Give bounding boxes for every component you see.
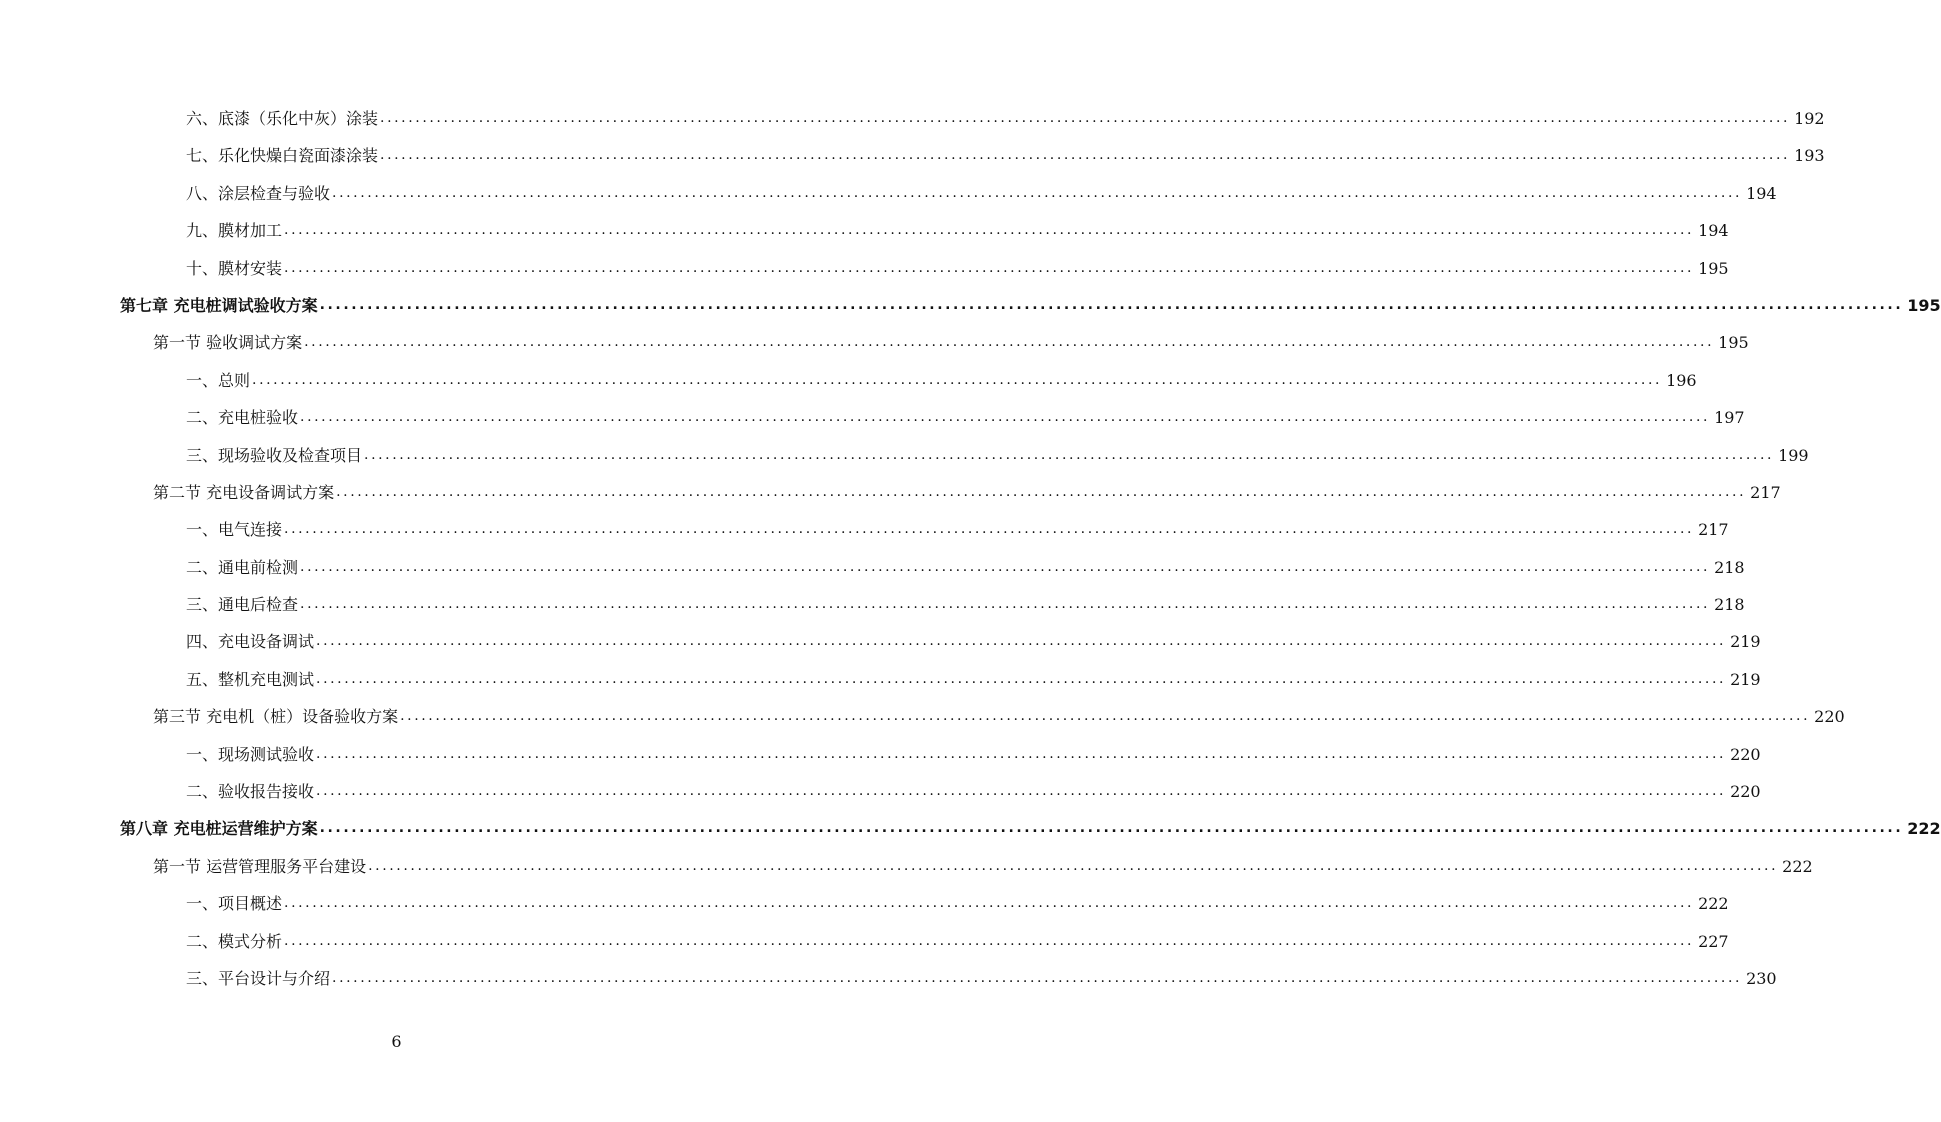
toc-entry-page: 195 — [1907, 295, 1941, 315]
toc-leader-dots: ........................................................................................................................................................................................................ — [284, 259, 1695, 276]
toc-leader-dots: ........................................................................................................................................................................................................ — [368, 857, 1779, 874]
toc-entry-page: 220 — [1730, 744, 1761, 764]
toc-entry-title: 一、项目概述 — [186, 885, 284, 922]
toc-leader-dots: ........................................................................................................................................................................................................ — [316, 745, 1727, 762]
toc-item-entry[interactable] — [0, 549, 1745, 586]
toc-item-entry[interactable] — [0, 399, 1745, 436]
page-number: 6 — [391, 1032, 402, 1051]
toc-entry-title: 二、验收报告接收 — [186, 773, 316, 810]
toc-leader-dots: ........................................................................................................................................................................................................ — [319, 296, 1904, 313]
toc-entry-page: 196 — [1666, 370, 1697, 390]
toc-leader-dots: ........................................................................................................................................................................................................ — [284, 895, 1695, 912]
toc-item-entry[interactable] — [0, 212, 1729, 249]
toc-entry-page: 219 — [1730, 669, 1761, 689]
toc-item-entry[interactable] — [0, 923, 1729, 960]
toc-leader-dots: ........................................................................................................................................................................................................ — [332, 969, 1743, 986]
toc-section-entry[interactable] — [0, 474, 1781, 511]
toc-entry-page: 222 — [1698, 894, 1729, 914]
toc-leader-dots: ........................................................................................................................................................................................................ — [380, 110, 1791, 126]
toc-entry-title: 二、通电前检测 — [186, 549, 300, 586]
toc-entry-page: 193 — [1794, 146, 1825, 166]
toc-entry-title: 六、底漆（乐化中灰）涂装 — [186, 100, 380, 137]
toc-entry-page: 222 — [1907, 819, 1941, 839]
toc-item-entry[interactable] — [0, 437, 1809, 474]
toc-item-entry[interactable] — [0, 736, 1761, 773]
toc-leader-dots: ........................................................................................................................................................................................................ — [336, 483, 1747, 500]
toc-leader-dots: ........................................................................................................................................................................................................ — [284, 222, 1695, 239]
toc-item-entry[interactable] — [0, 511, 1729, 548]
toc-item-entry[interactable] — [0, 586, 1745, 623]
toc-leader-dots: ........................................................................................................................................................................................................ — [300, 596, 1711, 613]
toc-entry-title: 第三节 充电机（桩）设备验收方案 — [153, 698, 400, 735]
toc-item-entry[interactable] — [0, 960, 1777, 997]
toc-leader-dots: ........................................................................................................................................................................................................ — [316, 670, 1727, 687]
toc-leader-dots: ........................................................................................................................................................................................................ — [316, 633, 1727, 650]
toc-leader-dots: ........................................................................................................................................................................................................ — [252, 371, 1663, 388]
toc-leader-dots: ........................................................................................................................................................................................................ — [304, 334, 1715, 351]
toc-leader-dots: ........................................................................................................................................................................................................ — [300, 409, 1711, 426]
toc-entry-title: 第七章 充电桩调试验收方案 — [120, 287, 320, 324]
toc-item-entry[interactable] — [0, 623, 1761, 660]
toc-section-entry[interactable] — [0, 698, 1845, 735]
toc-entry-page: 195 — [1718, 333, 1749, 353]
toc-item-entry[interactable] — [0, 175, 1777, 212]
toc-entry-page: 194 — [1746, 183, 1777, 203]
toc-entry-title: 七、乐化快燥白瓷面漆涂装 — [186, 137, 380, 174]
toc-leader-dots: ........................................................................................................................................................................................................ — [300, 558, 1711, 575]
toc-item-entry[interactable] — [0, 250, 1729, 287]
toc-entry-title: 一、电气连接 — [186, 511, 284, 548]
toc-entry-title: 九、膜材加工 — [186, 212, 284, 249]
toc-entry-title: 三、现场验收及检查项目 — [186, 437, 364, 474]
toc-leader-dots: ........................................................................................................................................................................................................ — [364, 446, 1775, 463]
toc-leader-dots: ........................................................................................................................................................................................................ — [316, 783, 1727, 800]
toc-entry-page: 199 — [1778, 445, 1809, 465]
toc-entry-page: 197 — [1714, 408, 1745, 428]
table-of-contents — [0, 100, 1941, 997]
toc-item-entry[interactable] — [0, 885, 1729, 922]
toc-entry-title: 三、通电后检查 — [186, 586, 300, 623]
toc-item-entry[interactable] — [0, 661, 1761, 698]
toc-entry-title: 八、涂层检查与验收 — [186, 175, 332, 212]
toc-item-entry[interactable] — [0, 137, 1825, 174]
toc-leader-dots: ........................................................................................................................................................................................................ — [284, 521, 1695, 538]
toc-entry-title: 第一节 运营管理服务平台建设 — [153, 848, 368, 885]
toc-section-entry[interactable] — [0, 324, 1749, 361]
toc-entry-page: 222 — [1782, 856, 1813, 876]
toc-leader-dots: ........................................................................................................................................................................................................ — [319, 820, 1904, 837]
toc-item-entry[interactable] — [0, 362, 1697, 399]
toc-entry-page: 217 — [1698, 520, 1729, 540]
toc-item-entry[interactable] — [0, 100, 1825, 137]
toc-entry-title: 十、膜材安装 — [186, 250, 284, 287]
toc-entry-page: 230 — [1746, 968, 1777, 988]
toc-section-entry[interactable] — [0, 848, 1813, 885]
toc-entry-title: 一、现场测试验收 — [186, 736, 316, 773]
toc-entry-page: 195 — [1698, 258, 1729, 278]
toc-entry-page: 227 — [1698, 931, 1729, 951]
toc-entry-title: 第八章 充电桩运营维护方案 — [120, 810, 320, 847]
toc-entry-page: 220 — [1730, 782, 1761, 802]
toc-entry-page: 217 — [1750, 482, 1781, 502]
toc-entry-title: 四、充电设备调试 — [186, 623, 316, 660]
toc-entry-page: 218 — [1714, 595, 1745, 615]
toc-entry-page: 218 — [1714, 557, 1745, 577]
toc-item-entry[interactable] — [0, 773, 1761, 810]
toc-entry-title: 第二节 充电设备调试方案 — [153, 474, 336, 511]
toc-chapter-entry[interactable] — [0, 287, 1941, 324]
toc-chapter-entry[interactable] — [0, 810, 1941, 847]
toc-entry-page: 220 — [1814, 707, 1845, 727]
toc-entry-title: 二、充电桩验收 — [186, 399, 300, 436]
toc-entry-title: 一、总则 — [186, 362, 252, 399]
toc-entry-page: 219 — [1730, 632, 1761, 652]
toc-leader-dots: ........................................................................................................................................................................................................ — [400, 708, 1811, 725]
toc-leader-dots: ........................................................................................................................................................................................................ — [284, 932, 1695, 949]
toc-leader-dots: ........................................................................................................................................................................................................ — [380, 147, 1791, 164]
toc-entry-title: 三、平台设计与介绍 — [186, 960, 332, 997]
toc-entry-page: 194 — [1698, 221, 1729, 241]
toc-entry-title: 二、模式分析 — [186, 923, 284, 960]
toc-leader-dots: ........................................................................................................................................................................................................ — [332, 184, 1743, 201]
toc-entry-page: 192 — [1794, 109, 1825, 128]
toc-entry-title: 五、整机充电测试 — [186, 661, 316, 698]
toc-entry-title: 第一节 验收调试方案 — [153, 324, 304, 361]
